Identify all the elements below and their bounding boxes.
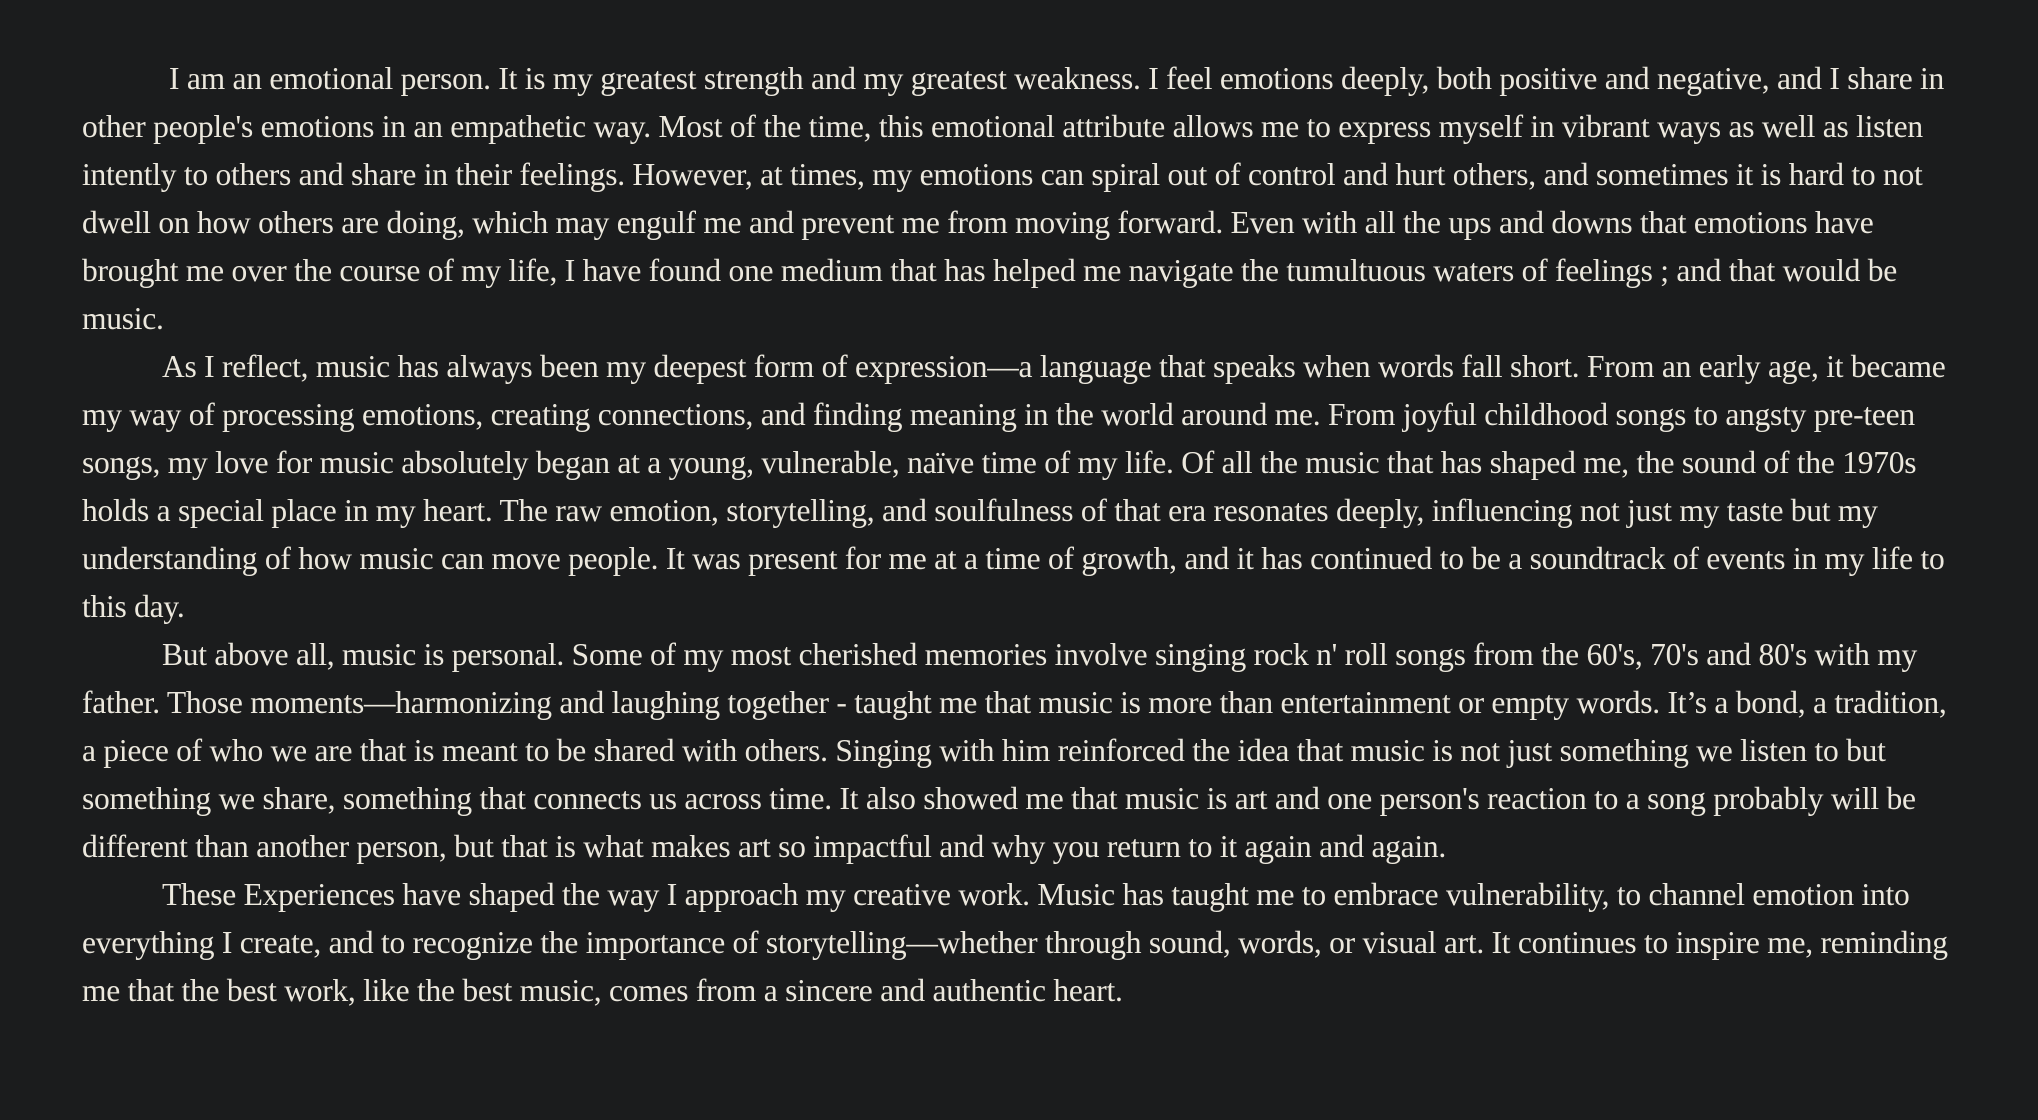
paragraph-4: These Experiences have shaped the way I approach my creative work. Music has taught me to embrace vulnerability, to channel emotion into everything I create, and to recognize the importance of storytelling—whether through sound, words, or visual art. It continues to inspire me, reminding me that the best work, like the best music, comes from a sincere and authentic heart. <box>82 877 1948 1008</box>
paragraph-1: I am an emotional person. It is my greatest strength and my greatest weakness. I feel emotions deeply, both positive and negative, and I share in other people's emotions in an empathetic way. Most of the time, this emotional attribute allows me to express myself in vibrant ways as well as listen intently to others and share in their feelings. However, at times, my emotions can spiral out of control and hurt others, and sometimes it is hard to not dwell on how others are doing, which may engulf me and prevent me from moving forward. Even with all the ups and downs that emotions have brought me over the course of my life, I have found one medium that has helped me navigate the tumultuous waters of feelings ; and that would be music. <box>82 61 1945 336</box>
essay-body <box>82 55 1956 1015</box>
paragraph-3: But above all, music is personal. Some of my most cherished memories involve singing rock n' roll songs from the 60's, 70's and 80's with my father. Those moments—harmonizing and laughing together - taught me that music is more than entertainment or empty words. It’s a bond, a tradition, a piece of who we are that is meant to be shared with others. Singing with him reinforced the idea that music is not just something we listen to but something we share, something that connects us across time. It also showed me that music is art and one person's reaction to a song probably will be different than another person, but that is what makes art so impactful and why you return to it again and again. <box>82 637 1947 864</box>
paragraph-2: As I reflect, music has always been my deepest form of expression—a language that speaks when words fall short. From an early age, it became my way of processing emotions, creating connections, and finding meaning in the world around me. From joyful childhood songs to angsty pre-teen songs, my love for music absolutely began at a young, vulnerable, naïve time of my life. Of all the music that has shaped me, the sound of the 1970s holds a special place in my heart. The raw emotion, storytelling, and soulfulness of that era resonates deeply, influencing not just my taste but my understanding of how music can move people. It was present for me at a time of growth, and it has continued to be a soundtrack of events in my life to this day. <box>82 349 1946 624</box>
